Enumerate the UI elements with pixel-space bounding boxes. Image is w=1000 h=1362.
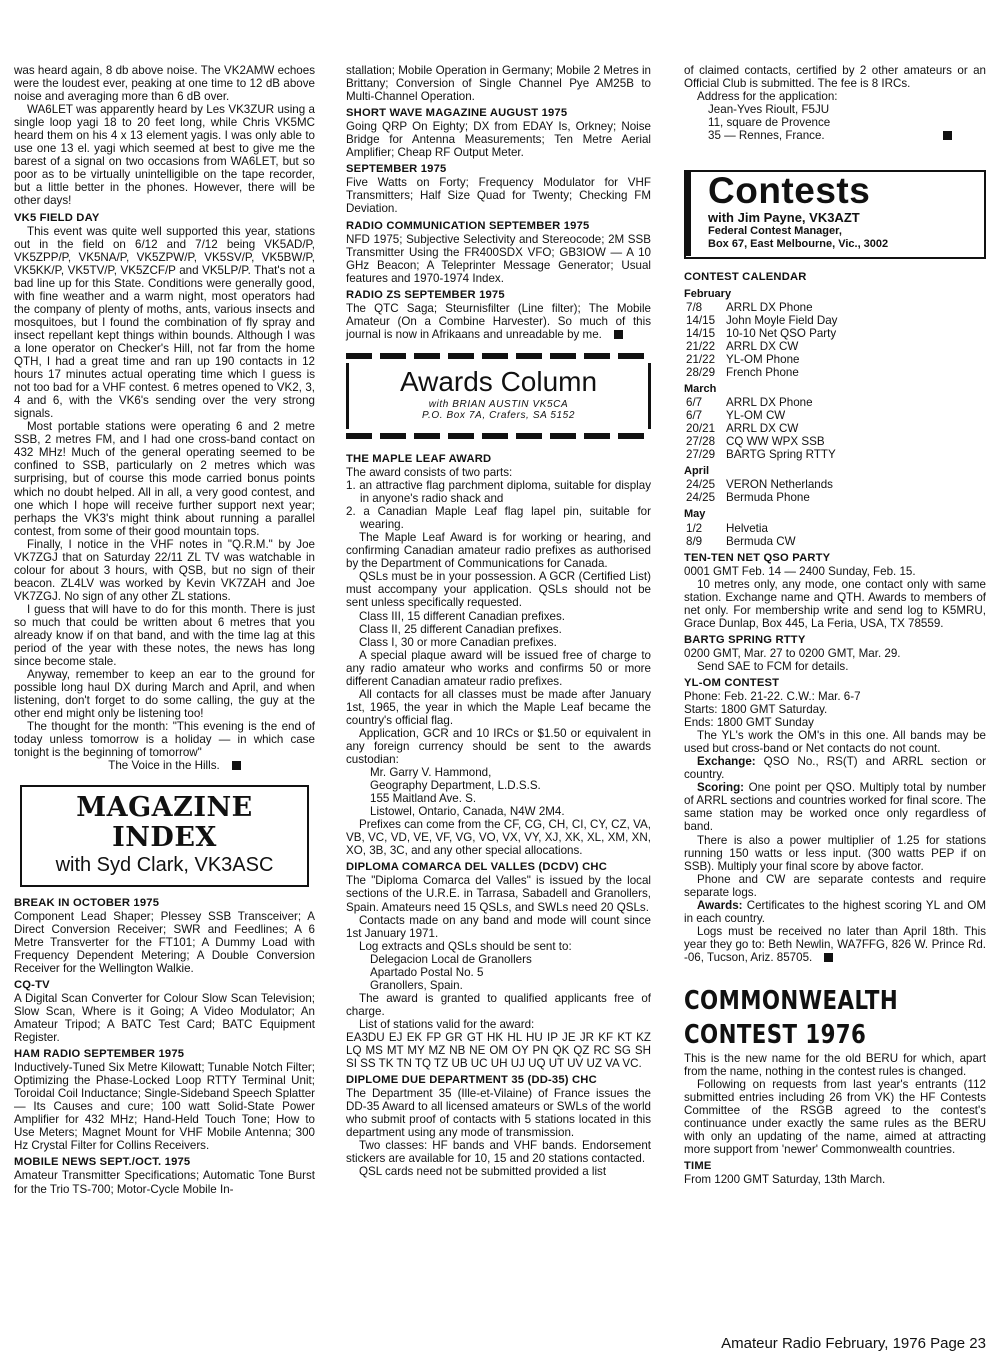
calendar-date: 27/29 [686, 448, 716, 462]
paragraph: This is the new name for the old BERU for which, apart from the name, nothing in the contest rules is changed. [684, 1051, 986, 1079]
end-of-story-icon [232, 761, 241, 770]
paragraph-text: The QTC Saga; Steurnisfilter (Line filter); The Mobile Amateur (On a Combine Harvester). So much of this journal is now in Afrikaans and unreadable by me. [346, 301, 651, 341]
month-heading: May [684, 508, 706, 521]
calendar-date: 6/7 [686, 396, 703, 410]
calendar-row [686, 409, 836, 422]
calendar-event: YL-OM Phone [726, 353, 800, 367]
paragraph: A Digital Scan Converter for Colour Slow Scan Television; Slow Scan, Where is it Going; A Video Modulator; An Amateur Tripod; A BATC Test Card; BATC Equipment Register. [14, 991, 315, 1044]
address-line: Geography Department, L.D.S.S. [370, 779, 541, 793]
paragraph: NFD 1975; Subjective Selectivity and Stereocode; 2M SSB Transmitter Using the FR400SDX VFO; GB3IOW — A 10 GHz Beacon; A Teleprinter Message Generator; Usual features and 1970-1974 Index. [346, 232, 651, 285]
paragraph [684, 755, 986, 781]
calendar-table-may [686, 522, 796, 548]
paragraph: QSLs must be in your possession. A GCR (Certified List) must accompany your application. QSLs should not be sent unless specifically requested. [346, 570, 651, 610]
calendar-table-march [686, 396, 836, 461]
magazine-index-box [20, 785, 309, 887]
list-item: 1. an attractive flag parchment diploma, suitable for display in anyone's radio shack and [346, 479, 651, 506]
paragraph: Phone and CW are separate contests and require separate logs. [684, 872, 986, 899]
paragraph: Five Watts on Forty; Frequency Modulator for VHF Transmitters; Half Size Quad for Twenty; Checking FM Deviation. [346, 176, 651, 216]
end-of-story-icon [943, 131, 952, 140]
awards-column-banner [346, 363, 651, 429]
paragraph-text: One point per QSO. Multiply total by number of ARRL sections and countries worked for final score. The same station may be worked once only regardless of band. [684, 781, 986, 834]
paragraph: Prefixes can come from the CF, CG, CH, CI, CY, CZ, VA, VB, VC, VD, VE, VF, VG, VO, VX, VY, XJ, XK, XL, XM, XN, XO, 3B, 3C, and any other special allocations. [346, 818, 651, 858]
paragraph: Amateur Transmitter Specifications; Automatic Tone Burst for the Trio TS-700; Motor-Cycle Mobile In- [14, 1169, 315, 1196]
paragraph: A special plaque award will be issued free of charge to any radio amateur who works and confirms 50 or more different Canadian amateur radio prefixes. [346, 648, 651, 688]
awards-column-box [346, 349, 651, 443]
commonwealth-heading-line-1: COMMONWEALTH [684, 985, 899, 1016]
paragraph: Log extracts and QSLs should be sent to: [359, 939, 572, 953]
list-item: Class III, 15 different Canadian prefixes. [359, 609, 566, 623]
paragraph [684, 781, 986, 833]
paragraph [346, 302, 651, 341]
section-heading: BARTG SPRING RTTY [684, 633, 806, 646]
calendar-row [686, 522, 796, 535]
paragraph: Finally, I notice in the VHF notes in "Q.R.M." by Joe VK7ZGJ that on Saturday 22/11 ZL TV was watchable in colour for about 3 hours, with QSB, but no sign of their beacon. ZL4LV was worked by Kevin VK7ZAH and Joe VK7ZGJ. No sign of any other ZL stations. [14, 537, 315, 603]
awards-column-title: Awards Column [399, 365, 598, 397]
address-line [684, 129, 986, 142]
paragraph: EA3DU EJ EK FP GR GT HK HL HU IP JE JR KF KT KZ LQ MS MT MY MZ NB NE OM OY PN QK QZ RC SG SH SI SS TK TN TQ TZ UB UC UH UJ UQ UT UV UZ VA VC. [346, 1031, 651, 1071]
calendar-date: 14/15 [686, 314, 716, 328]
end-of-story-icon [614, 330, 623, 339]
address-line: Listowel, Ontario, Canada, N4W 2M4. [370, 805, 565, 819]
magazine-index-byline: with Syd Clark, VK3ASC [55, 853, 274, 876]
paragraph: Phone: Feb. 21-22. C.W.: Mar. 6-7 [684, 689, 861, 703]
address-text: 35 — Rennes, France. [708, 129, 825, 143]
section-heading: SEPTEMBER 1975 [346, 163, 447, 176]
section-heading: CQ-TV [14, 978, 50, 991]
calendar-date: 28/29 [686, 366, 716, 380]
calendar-row [686, 314, 837, 327]
section-heading: BREAK IN OCTOBER 1975 [14, 896, 160, 909]
contests-byline: with Jim Payne, VK3AZT [708, 210, 860, 226]
paragraph: This event was quite well supported this year, stations out in the field on 6/12 and 7/12 being VK5AD/P, VK5ZPP/P, VK5NA/P, VK5ZPW/P, VK5SV/P, VK5BW/P, VK5KK/P, VK5TV/P, VK5ZCF/P and VK5LP/P. That's not a bad line up for this State. Conditions were generally good, with fine weather and a warm night, most operators had the company of plenty of moths, ants, various insects and mosquitoes, but I found the combination of fly spray and insect repellant kept things within bounds. Although I was a lone operator on Checker's Hill, not far from the home QTH, I had a great time and ran up 190 contacts in 12 hours 17 minutes actual operating time which I guess is not too bad for a VHF contest. 6 metres opened to VK2, 3, 4 and 6, with the VK6's sending over the very strong signals. [14, 224, 315, 421]
paragraph: Application, GCR and 10 IRCs or $1.50 or equivalent in any foreign currency should be sent to the awards custodian: [346, 726, 651, 767]
page-footer: Amateur Radio February, 1976 Page 23 [721, 1335, 986, 1352]
commonwealth-heading [684, 984, 932, 1052]
paragraph: was heard again, 8 db above noise. The VK2AMW echoes were the loudest ever, peaking at one time to 12 dB above noise and averaging more than 6 dB over. [14, 64, 315, 104]
section-heading: MOBILE NEWS SEPT./OCT. 1975 [14, 1156, 191, 1169]
paragraph: The Maple Leaf Award is for working or hearing, and confirming Canadian amateur radio prefixes as authorised by the Department of Communications for Canada. [346, 531, 651, 571]
paragraph: stallation; Mobile Operation in Germany; Mobile 2 Metres in Brittany; Conversion of Single Channel Pye AM25B to Multi-Channel Operation. [346, 64, 651, 104]
calendar-row [686, 327, 837, 340]
paragraph: Ends: 1800 GMT Sunday [684, 716, 814, 730]
paragraph-text: Certificates to the highest scoring YL and OM in each country. [684, 898, 986, 925]
paragraph: Most portable stations were operating 6 and 2 metre SSB, 2 metres FM, and I had one cross-band contact on 432 MHz! Much of the general operating seemed to be confined to SSB, particularly on 2 metres which was surprising, but of course this mode carried bonus points which no doubt helped. All in all, a very good contest, and one which I hope will receive further support next year; perhaps the VK3's might think about running a parallel contest, from some of their good mountain tops. [14, 420, 315, 538]
calendar-row [686, 491, 833, 504]
section-heading: DIPLOME DUE DEPARTMENT 35 (DD-35) CHC [346, 1074, 597, 1087]
paragraph: Send SAE to FCM for details. [697, 659, 849, 673]
calendar-event: French Phone [726, 366, 799, 380]
signature: The Voice in the Hills. [108, 759, 220, 773]
end-of-story-icon [824, 953, 833, 962]
calendar-date: 8/9 [686, 534, 703, 548]
signature-line [14, 759, 315, 772]
commonwealth-heading-line-2: CONTEST 1976 [684, 1019, 867, 1050]
paragraph: Inductively-Tuned Six Metre Kilowatt; Tunable Notch Filter; Optimizing the Phase-Locked Loop RTTY Terminal Unit; Toroidal Coil Inductance; Single-Sideband Speech Splatter — Its Causes and cure; 100 watt Solid-State Power Amplifier for 432 MHz; Hand-Held Touch Tone; How to Use Meters; Magnet Mount for VHF Mobile Antenna; 300 Hz Crystal Filter for Collins Receivers. [14, 1061, 315, 1153]
calendar-event: CQ WW WPX SSB [726, 435, 825, 449]
contests-title: Contests [708, 170, 871, 212]
calendar-event: Bermuda CW [726, 534, 796, 548]
contests-box [684, 170, 986, 259]
list-item: Class I, 30 or more Canadian prefixes. [359, 635, 557, 649]
calendar-date: 20/21 [686, 422, 716, 436]
calendar-event: BARTG Spring RTTY [726, 448, 836, 462]
paragraph: I guess that will have to do for this month. There is just so much that could be written about 6 metres that you already know if on that band, and with the time lag at this period of the year with these notes, the news has long since become stale. [14, 602, 315, 669]
paragraph: There is also a power multiplier of 1.25 for stations running 150 watts or less input. (300 watts PEP if on SSB). Multiply your final score by above factor. [684, 833, 986, 873]
address-line: Granollers, Spain. [370, 978, 463, 992]
calendar-date: 7/8 [686, 301, 703, 315]
paragraph: The award is granted to qualified applicants free of charge. [346, 991, 651, 1018]
paragraph [684, 925, 986, 964]
column-2 [346, 64, 651, 1179]
list-item: 2. a Canadian Maple Leaf flag lapel pin, suitable for wearing. [346, 505, 651, 532]
paragraph: The "Diploma Comarca del Valles" is issued by the local sections of the U.R.E. in Tarrasa, Sabadell and Granollers, Spain. Amateurs need 15 QSLs, and SWLs need 20 QSLs. [346, 874, 651, 914]
address-line: Apartado Postal No. 5 [370, 965, 484, 979]
calendar-row [686, 422, 836, 435]
paragraph: Component Lead Shaper; Plessey SSB Transceiver; A Direct Conversion Receiver; SWR and Feedlines; A 6 Metre Transverter for the FT101; A Dummy Load with Frequency Dependent Metering; A Double Conversion Receiver for the Wellington Walkie. [14, 909, 315, 975]
contests-role: Federal Contest Manager, [708, 225, 842, 238]
paragraph: Starts: 1800 GMT Saturday. [684, 703, 828, 717]
section-heading: DIPLOMA COMARCA DEL VALLES (DCDV) CHC [346, 861, 607, 874]
list-item: Class II, 25 different Canadian prefixes. [359, 622, 562, 636]
column-1 [14, 64, 315, 1196]
paragraph: All contacts for all classes must be made after January 1st, 1965, the year in which the Maple Leaf became the country's official flag. [346, 687, 651, 727]
section-heading: YL-OM CONTEST [684, 676, 780, 689]
calendar-event: Helvetia [726, 521, 768, 535]
column-3 [684, 64, 986, 1186]
calendar-event: Bermuda Phone [726, 491, 810, 505]
paragraph [684, 899, 986, 925]
paragraph: From 1200 GMT Saturday, 13th March. [684, 1173, 886, 1187]
paragraph-text: QSO No., RS(T) and ARRL section or country. [684, 755, 986, 782]
calendar-event: ARRL DX Phone [726, 396, 813, 410]
section-heading: RADIO ZS SEPTEMBER 1975 [346, 288, 505, 301]
section-heading: TIME [684, 1160, 712, 1173]
paragraph: Anyway, remember to keep an ear to the ground for possible long haul DX during March and April, and when listening, don't forget to do some calling, the guy at the other end might only be listening too! [14, 668, 315, 721]
paragraph: 0001 GMT Feb. 14 — 2400 Sunday, Feb. 15. [684, 564, 916, 578]
calendar-event: VERON Netherlands [726, 478, 833, 492]
paragraph: of claimed contacts, certified by 2 other amateurs or an Official Club is submitted. The fee is 8 IRCs. [684, 64, 986, 91]
month-heading: February [684, 288, 732, 301]
calendar-date: 24/25 [686, 478, 716, 492]
paragraph: The YL's work the OM's in this one. All bands may be used but cross-band or Net contacts do not count. [684, 729, 986, 756]
calendar-row [686, 478, 833, 491]
paragraph: Going QRP On Eighty; DX from EDAY Is, Orkney; Noise Bridge for Antenna Measurements; Ten Metre Aerial Amplifier; Cheap RF Output Meter. [346, 120, 651, 160]
address-line: 155 Maitland Ave. S. [370, 792, 477, 806]
calendar-event: ARRL DX CW [726, 340, 799, 354]
calendar-row [686, 366, 837, 379]
calendar-date: 24/25 [686, 491, 716, 505]
month-heading: April [684, 465, 710, 478]
calendar-event: 10-10 Net QSO Party [726, 327, 837, 341]
paragraph: WA6LET was apparently heard by Les VK3ZUR using a single loop yagi 18 to 20 feet long, while Chris VK5MC heard them on his 4 x 13 element yagis. I was only able to use one 13 el. yagi which seemed at best to give me the barest of a signal on two occasions from WA6LET, but so poor as to be virtually unintelligible on the tape recorder, but a little better in the phones. However, there will be other days! [14, 103, 315, 208]
section-heading: RADIO COMMUNICATION SEPTEMBER 1975 [346, 219, 590, 232]
calendar-event: YL-OM CW [726, 409, 786, 423]
run-in-heading: Awards: [697, 898, 743, 912]
paragraph: QSL cards need not be submitted provided a list [359, 1165, 607, 1179]
section-heading: HAM RADIO SEPTEMBER 1975 [14, 1048, 185, 1061]
run-in-heading: Exchange: [697, 755, 756, 769]
calendar-event: John Moyle Field Day [726, 314, 838, 328]
section-heading: SHORT WAVE MAGAZINE AUGUST 1975 [346, 107, 568, 120]
section-heading: TEN-TEN NET QSO PARTY [684, 551, 831, 564]
paragraph: Following on requests from last year's entrants (112 submitted entries including 26 from VK) the HF Contests Committee of the RSGB agreed to the contest's continuance under exactly the same rules as the BERU with only an updating of the name, aimed at attracting more support from 'newer' Commonwealth countries. [684, 1078, 986, 1157]
awards-column-byline: with BRIAN AUSTIN VK5CA [428, 398, 569, 410]
awards-column-address: P.O. Box 7A, Crafers, SA 5152 [421, 409, 576, 421]
paragraph: Address for the application: [697, 90, 838, 104]
dashed-border [346, 353, 651, 359]
run-in-heading: Scoring: [697, 781, 745, 795]
calendar-row [686, 340, 837, 353]
address-line: Jean-Yves Rioult, F5JU [708, 103, 830, 117]
calendar-event: ARRL DX Phone [726, 301, 813, 315]
paragraph: 10 metres only, any mode, one contact only with same station. Exchange name and QTH. Awards to members of net only. For membership write and send log to K5MRU, Grace Dunlap, Box 445, La Feria, USA, TX 78559. [684, 577, 986, 630]
calendar-row [686, 396, 836, 409]
calendar-date: 21/22 [686, 353, 716, 367]
paragraph: The thought for the month: "This evening is the end of today unless tomorrow is a holiday — in which case tonight is the beginning of tomorrow" [14, 720, 315, 760]
dashed-border [346, 433, 651, 439]
month-heading: March [684, 383, 717, 396]
paragraph: 0200 GMT, Mar. 27 to 0200 GMT, Mar. 29. [684, 646, 901, 660]
section-heading: CONTEST CALENDAR [684, 271, 807, 284]
calendar-event: ARRL DX CW [726, 422, 799, 436]
calendar-date: 27/28 [686, 435, 716, 449]
calendar-table-april [686, 478, 833, 504]
calendar-row [686, 448, 836, 461]
paragraph: The award consists of two parts: [346, 465, 513, 479]
calendar-date: 14/15 [686, 327, 716, 341]
section-heading: THE MAPLE LEAF AWARD [346, 452, 492, 465]
calendar-table-february [686, 301, 837, 379]
magazine-index-title: MAGAZINE INDEX [76, 791, 253, 853]
paragraph: Two classes: HF bands and VHF bands. Endorsement stickers are available for 10, 15 and 20 stations contacted. [346, 1139, 651, 1166]
calendar-row [686, 435, 836, 448]
address-line: Mr. Garry V. Hammond, [370, 766, 492, 780]
paragraph: Contacts made on any band and mode will count since 1st January 1971. [346, 913, 651, 940]
paragraph: The Department 35 (Ille-et-Vilaine) of France issues the DD-35 Award to all licensed amateurs or SWLs of the world who submit proof of contacts with 5 stations located in this department using any mode of transmission. [346, 1087, 651, 1140]
section-heading: VK5 FIELD DAY [14, 211, 100, 224]
calendar-date: 1/2 [686, 521, 703, 535]
paragraph-text: Logs must be received no later than April 18th. This year they go to: Beth Newlin, WA7FFG, 826 W. Prince Rd. -06, Tucson, Ariz. 85705. [684, 924, 986, 964]
calendar-row [686, 353, 837, 366]
paragraph: List of stations valid for the award: [359, 1017, 535, 1031]
calendar-row [686, 301, 837, 314]
calendar-date: 21/22 [686, 340, 716, 354]
address-line: 11, square de Provence [708, 116, 831, 130]
address-line: Delegacion Local de Granollers [370, 952, 532, 966]
contests-address: Box 67, East Melbourne, Vic., 3002 [708, 238, 889, 251]
calendar-date: 6/7 [686, 409, 703, 423]
calendar-row [686, 535, 796, 548]
